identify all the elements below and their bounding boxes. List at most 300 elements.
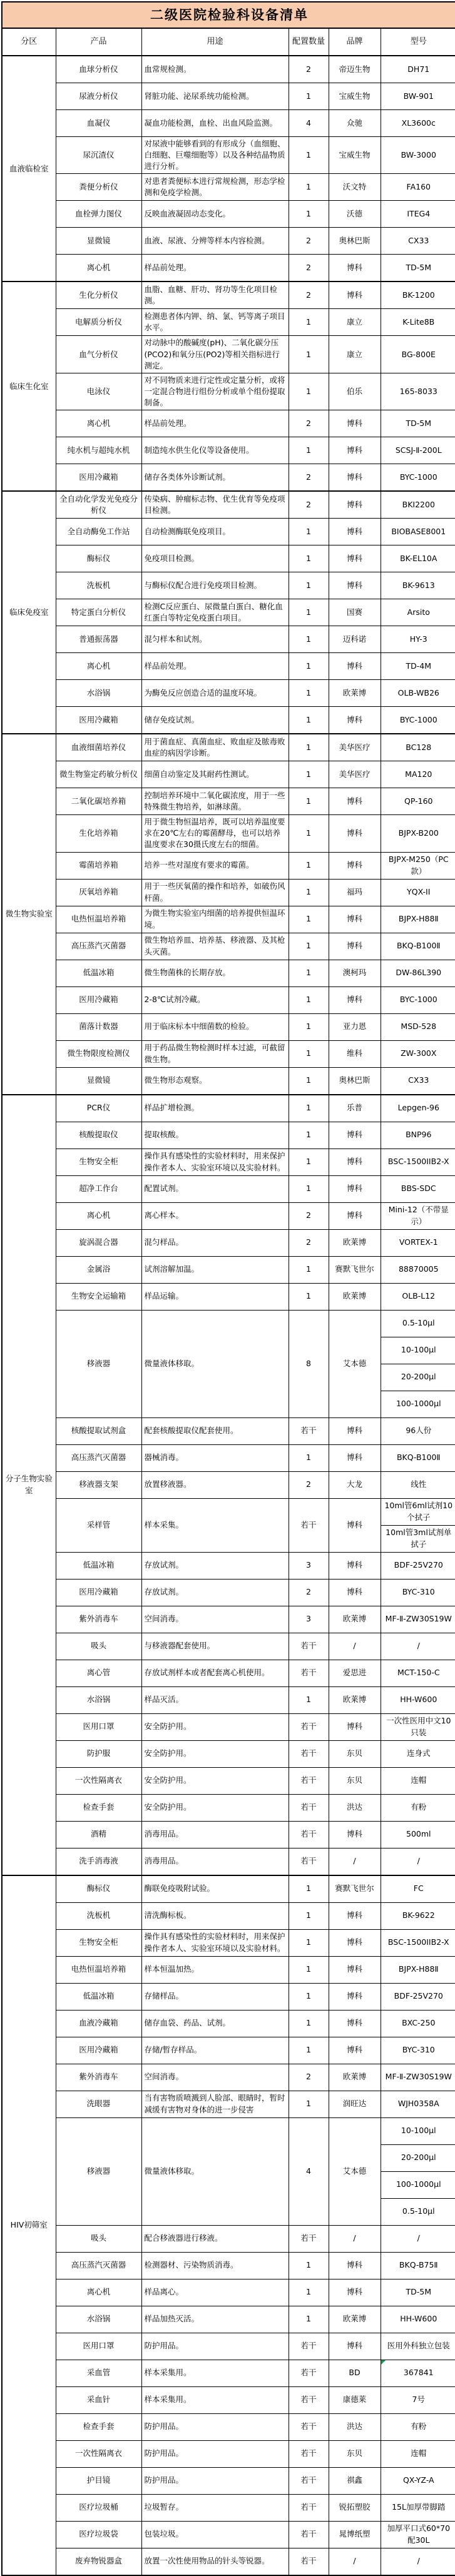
table-row	[2, 1821, 455, 1848]
purpose-cell: 与酶标仪配合进行免疫项目检测。	[141, 572, 289, 599]
brand-cell: 大龙	[329, 1471, 381, 1498]
table-row	[2, 761, 455, 788]
brand-cell: 博科	[329, 933, 381, 960]
table-row	[2, 2467, 455, 2494]
qty-cell: 1	[289, 2010, 329, 2037]
brand-cell: 美华医疗	[329, 734, 381, 761]
purpose-cell: 自动检测酶联免疫项目。	[141, 519, 289, 545]
brand-cell: 宝威生物	[329, 137, 381, 174]
brand-cell: 博科	[329, 1579, 381, 1606]
qty-cell: 1	[289, 1122, 329, 1149]
model-cell: BSC-1500IIB2-X	[381, 1149, 455, 1175]
model-cell: BDF-25V270	[381, 1552, 455, 1579]
table-row	[2, 1902, 455, 1929]
product-cell: 检查手套	[56, 1794, 141, 1821]
model-cell: Arsito	[381, 599, 455, 626]
product-cell: 高压蒸汽灭菌器	[56, 1444, 141, 1471]
table-row	[2, 255, 455, 282]
purpose-cell: 存储/暂存样品。	[141, 2037, 289, 2064]
table-row	[2, 653, 455, 680]
table-row	[2, 1983, 455, 2010]
model-cell: BYC-310	[381, 1579, 455, 1606]
purpose-cell: 为微生物实验室内细菌的培养提供恒温环境。	[141, 906, 289, 933]
purpose-cell: 垃圾暂存。	[141, 2494, 289, 2521]
table-row	[2, 2386, 455, 2413]
qty-cell: 1	[289, 1013, 329, 1040]
purpose-cell: 样本恒温加热。	[141, 1956, 289, 1983]
product-cell: 纯水机与超纯水机	[56, 437, 141, 464]
table-row	[2, 1579, 455, 1606]
table-row	[2, 626, 455, 653]
table-row	[2, 309, 455, 336]
product-cell: 洗手消毒液	[56, 1848, 141, 1875]
product-cell: 普通振荡器	[56, 626, 141, 653]
qty-cell: 若干	[289, 2360, 329, 2386]
model-cell: 88870005	[381, 1256, 455, 1283]
brand-cell: 博科	[329, 2279, 381, 2306]
purpose-cell: 样本采集。	[141, 1498, 289, 1552]
qty-cell: 1	[289, 1175, 329, 1202]
purpose-cell: 储存各类体外诊断试剂。	[141, 464, 289, 492]
brand-cell: 康立	[329, 336, 381, 373]
purpose-cell: 对尿液中能够看到的有形成分（血细胞、白细胞、巨噬细胞等）以及各种结晶物质进行分析。	[141, 137, 289, 174]
product-cell: 酶标仪	[56, 545, 141, 572]
model-cell: 有粉	[381, 1794, 455, 1821]
table-row	[2, 1310, 455, 1337]
model-cell: BJPX-H88Ⅱ	[381, 906, 455, 933]
purpose-cell: 放置一次性使用物品的针头等锐器。	[141, 2548, 289, 2575]
table-row	[2, 815, 455, 852]
table-row	[2, 83, 455, 110]
product-cell: 菌落计数器	[56, 1013, 141, 1040]
model-cell: BYC-1000	[381, 464, 455, 492]
brand-cell: 博科	[329, 986, 381, 1013]
purpose-cell: 操作具有感染性的实验材料时，用来保护操作者本人、实验室环境以及实验材料。	[141, 1929, 289, 1956]
zone-cell: 血液临检室	[2, 56, 56, 281]
model-cell: TD-5M	[381, 2279, 455, 2306]
qty-cell: 1	[289, 2279, 329, 2306]
purpose-cell: 储存血袋、药品、试剂。	[141, 2010, 289, 2037]
qty-cell: 若干	[289, 2333, 329, 2360]
table-row	[2, 933, 455, 960]
table-row	[2, 1660, 455, 1686]
qty-cell: 3	[289, 1552, 329, 1579]
table-row	[2, 464, 455, 492]
purpose-cell: 配合移液器进行移液。	[141, 2225, 289, 2252]
qty-cell: 1	[289, 933, 329, 960]
purpose-cell: 防护用品。	[141, 2413, 289, 2440]
purpose-cell: 样本采集用。	[141, 2386, 289, 2413]
product-cell: PCR仪	[56, 1095, 141, 1122]
product-cell: 全自动化学发光免疫分析仪	[56, 491, 141, 519]
column-header-1: 产品	[56, 28, 141, 56]
qty-cell: 1	[289, 174, 329, 201]
model-cell: 10-100μl	[381, 2117, 455, 2144]
purpose-cell: 微生物形态观察。	[141, 1067, 289, 1095]
product-cell: 离心机	[56, 1202, 141, 1229]
table-row	[2, 599, 455, 626]
product-cell: 金属浴	[56, 1256, 141, 1283]
model-cell: 线性	[381, 1471, 455, 1498]
brand-cell: 欧莱博	[329, 680, 381, 707]
table-row	[2, 2279, 455, 2306]
product-cell: 紫外消毒车	[56, 1606, 141, 1633]
product-cell: 防护服	[56, 1740, 141, 1767]
purpose-cell: 微量液体移取。	[141, 1310, 289, 1417]
brand-cell: 博科	[329, 1713, 381, 1740]
model-cell: BDF-25V270	[381, 1983, 455, 2010]
brand-cell: /	[329, 2548, 381, 2575]
brand-cell: 东贝	[329, 1767, 381, 1794]
model-cell: 100-1000μl	[381, 1391, 455, 1417]
model-cell: TD-5M	[381, 255, 455, 282]
brand-cell: 博科	[329, 1175, 381, 1202]
product-cell: 吸头	[56, 1633, 141, 1660]
table-row	[2, 1848, 455, 1875]
product-cell: 二氧化碳培养箱	[56, 788, 141, 815]
brand-cell: 博科	[329, 255, 381, 282]
table-row	[2, 437, 455, 464]
product-cell: 微生物限度检测仪	[56, 1040, 141, 1067]
qty-cell: 1	[289, 1956, 329, 1983]
qty-cell: 1	[289, 1929, 329, 1956]
brand-cell: 博科	[329, 815, 381, 852]
qty-cell: 2	[289, 464, 329, 492]
brand-cell: /	[329, 2225, 381, 2252]
model-cell: 500ml	[381, 1821, 455, 1848]
model-cell: 有粉	[381, 2413, 455, 2440]
product-cell: 尿沉渣仪	[56, 137, 141, 174]
brand-cell: BD	[329, 2360, 381, 2386]
brand-cell: 帝迈生物	[329, 56, 381, 83]
brand-cell: 博科	[329, 491, 381, 519]
brand-cell: 博科	[329, 906, 381, 933]
model-cell: 医用外科独立包装	[381, 2333, 455, 2360]
purpose-cell: 存放试剂。	[141, 1579, 289, 1606]
product-cell: 生物安全柜	[56, 1149, 141, 1175]
qty-cell: 1	[289, 137, 329, 174]
model-cell: 加厚平口式60*70配30L	[381, 2521, 455, 2548]
zone-cell: 微生物实验室	[2, 734, 56, 1094]
product-cell: 一次性隔离衣	[56, 2440, 141, 2467]
product-cell: 高压蒸汽灭菌器	[56, 933, 141, 960]
qty-cell: 1	[289, 653, 329, 680]
model-cell: ITEG4	[381, 201, 455, 228]
model-cell: MA120	[381, 761, 455, 788]
brand-cell: 博科	[329, 1821, 381, 1848]
product-cell: 水浴锅	[56, 2306, 141, 2333]
table-row	[2, 201, 455, 228]
product-cell: 医用冷藏箱	[56, 464, 141, 492]
table-row	[2, 2521, 455, 2548]
table-row	[2, 1040, 455, 1067]
purpose-cell: 制造纯水供生化仪等设备使用。	[141, 437, 289, 464]
purpose-cell: 血常规检测。	[141, 56, 289, 83]
table-row	[2, 1471, 455, 1498]
qty-cell: 若干	[289, 2386, 329, 2413]
model-cell: OLB-WB26	[381, 680, 455, 707]
model-cell: 165-8033	[381, 373, 455, 410]
purpose-cell: 消毒用品。	[141, 1848, 289, 1875]
brand-cell: 润旺达	[329, 2091, 381, 2117]
model-cell: /	[381, 1633, 455, 1660]
purpose-cell: 细菌自动鉴定及其耐药性测试。	[141, 761, 289, 788]
table-row	[2, 1067, 455, 1095]
product-cell: 显微镜	[56, 1067, 141, 1095]
header-row	[2, 28, 455, 56]
model-cell: YQX-II	[381, 879, 455, 906]
qty-cell: 1	[289, 373, 329, 410]
table-row	[2, 1122, 455, 1149]
table-row	[2, 707, 455, 734]
purpose-cell: 为酶免反应创造合适的温度环境。	[141, 680, 289, 707]
product-cell: 移液器	[56, 1310, 141, 1417]
qty-cell: 1	[289, 309, 329, 336]
brand-cell: 宝威生物	[329, 83, 381, 110]
table-row	[2, 2252, 455, 2279]
table-row	[2, 1552, 455, 1579]
qty-cell: 1	[289, 707, 329, 734]
purpose-cell: 对患者粪便标本进行常规检测，形态学检测和免疫学检测。	[141, 174, 289, 201]
purpose-cell: 与移液器配套使用。	[141, 1633, 289, 1660]
purpose-cell: 样品灭活。	[141, 1686, 289, 1713]
qty-cell: 1	[289, 2306, 329, 2333]
model-cell: BSC-1500IIB2-X	[381, 1929, 455, 1956]
zone-cell: HIV初筛室	[2, 1875, 56, 2575]
qty-cell: 2	[289, 1229, 329, 1256]
table-row	[2, 680, 455, 707]
purpose-cell: 储存免疫试剂。	[141, 707, 289, 734]
table-row	[2, 906, 455, 933]
product-cell: 离心管	[56, 1660, 141, 1686]
brand-cell: 康德莱	[329, 2386, 381, 2413]
equipment-list-document	[1, 1, 454, 2576]
product-cell: 酶标仪	[56, 1875, 141, 1903]
model-cell: HH-W600	[381, 1686, 455, 1713]
product-cell: 离心机	[56, 410, 141, 437]
product-cell: 低温冰箱	[56, 1552, 141, 1579]
model-cell: /	[381, 2548, 455, 2575]
model-cell: FA160	[381, 174, 455, 201]
table-row	[2, 1229, 455, 1256]
qty-cell: 2	[289, 1471, 329, 1498]
model-cell: MSD-528	[381, 1013, 455, 1040]
brand-cell: 博科	[329, 1983, 381, 2010]
equipment-table	[1, 1, 455, 2576]
product-cell: 废弃物锐器盒	[56, 2548, 141, 2575]
model-cell: /	[381, 1848, 455, 1875]
purpose-cell: 对动脉中的酸碱度(pH)、二氧化碳分压(PCO2)和氧分压(PO2)等相关指标进行测定。	[141, 336, 289, 373]
qty-cell: 1	[289, 201, 329, 228]
brand-cell: 国赛	[329, 599, 381, 626]
qty-cell: 1	[289, 1902, 329, 1929]
table-row	[2, 960, 455, 986]
table-row	[2, 519, 455, 545]
purpose-cell: 用于菌血症、真菌血症、败血症及脓毒败血症的病因学诊断。	[141, 734, 289, 761]
purpose-cell: 肾脏功能、泌尿系统功能检测。	[141, 83, 289, 110]
table-row	[2, 1013, 455, 1040]
table-row	[2, 110, 455, 137]
table-row	[2, 1095, 455, 1122]
model-cell: QX-YZ-A	[381, 2467, 455, 2494]
brand-cell: 博科	[329, 1902, 381, 1929]
column-header-4: 品牌	[329, 28, 381, 56]
model-cell: 连身式	[381, 1740, 455, 1767]
brand-cell: 博科	[329, 1417, 381, 1444]
purpose-cell: 提取核酸。	[141, 1122, 289, 1149]
brand-cell: 康立	[329, 309, 381, 336]
product-cell: 移液器支架	[56, 1471, 141, 1498]
product-cell: 采血针	[56, 2386, 141, 2413]
qty-cell: 1	[289, 1983, 329, 2010]
qty-cell: 若干	[289, 1767, 329, 1794]
model-cell: BBS-SDC	[381, 1175, 455, 1202]
table-row	[2, 1633, 455, 1660]
brand-cell: 锐拓塑胶	[329, 2494, 381, 2521]
table-row	[2, 2413, 455, 2440]
purpose-cell: 样品前处理。	[141, 653, 289, 680]
table-row	[2, 1606, 455, 1633]
purpose-cell: 检测器材、污染物质消毒。	[141, 2252, 289, 2279]
model-cell: 连帽	[381, 1767, 455, 1794]
model-cell: BJPX-B200	[381, 815, 455, 852]
purpose-cell: 离心样本。	[141, 1202, 289, 1229]
table-row	[2, 1417, 455, 1444]
purpose-cell: 样品运输。	[141, 1283, 289, 1310]
product-cell: 血栓弹力图仪	[56, 201, 141, 228]
qty-cell: 1	[289, 1040, 329, 1067]
table-row	[2, 986, 455, 1013]
model-cell: MCT-150-C	[381, 1660, 455, 1686]
brand-cell: 乐普	[329, 1095, 381, 1122]
purpose-cell: 样本采集用。	[141, 2360, 289, 2386]
brand-cell: 艾本德	[329, 1310, 381, 1417]
qty-cell: 1	[289, 906, 329, 933]
brand-cell: 澳柯玛	[329, 960, 381, 986]
purpose-cell: 消毒用品。	[141, 1821, 289, 1848]
purpose-cell: 清洗酶标板。	[141, 1902, 289, 1929]
product-cell: 尿液分析仪	[56, 83, 141, 110]
brand-cell: 博科	[329, 1956, 381, 1983]
qty-cell: 1	[289, 1095, 329, 1122]
purpose-cell: 对不同物质来进行定性或定量分析，或将一定混合物进行组份分析或单个组份提取制备。	[141, 373, 289, 410]
model-cell: TD-5M	[381, 410, 455, 437]
product-cell: 电解质分析仪	[56, 309, 141, 336]
qty-cell: 2	[289, 255, 329, 282]
model-cell: 10-100μl	[381, 1337, 455, 1364]
table-row	[2, 1202, 455, 1229]
purpose-cell: 配置试剂。	[141, 1175, 289, 1202]
purpose-cell: 空间消毒。	[141, 1606, 289, 1633]
qty-cell: 1	[289, 1686, 329, 1713]
purpose-cell: 传染病、肿瘤标志物、优生优育等免疫项目检测。	[141, 491, 289, 519]
qty-cell: 若干	[289, 1740, 329, 1767]
table-row	[2, 1767, 455, 1794]
table-row	[2, 879, 455, 906]
brand-cell: 奥林巴斯	[329, 1067, 381, 1095]
qty-cell: 若干	[289, 1417, 329, 1444]
table-row	[2, 1498, 455, 1525]
purpose-cell: 防护用品。	[141, 2440, 289, 2467]
product-cell: 酒精	[56, 1821, 141, 1848]
qty-cell: 1	[289, 734, 329, 761]
model-cell: QP-160	[381, 788, 455, 815]
qty-cell: 1	[289, 519, 329, 545]
table-row	[2, 1283, 455, 1310]
table-row	[2, 2010, 455, 2037]
table-row	[2, 572, 455, 599]
qty-cell: 若干	[289, 1633, 329, 1660]
table-row	[2, 281, 455, 309]
table-row	[2, 2360, 455, 2386]
qty-cell: 1	[289, 852, 329, 879]
qty-cell: 若干	[289, 1848, 329, 1875]
qty-cell: 1	[289, 1256, 329, 1283]
purpose-cell: 酶联免疫吸附试验。	[141, 1875, 289, 1903]
brand-cell: 博科	[329, 410, 381, 437]
brand-cell: /	[329, 1633, 381, 1660]
qty-cell: 1	[289, 336, 329, 373]
product-cell: 洗眼器	[56, 2091, 141, 2117]
product-cell: 特定蛋白分析仪	[56, 599, 141, 626]
qty-cell: 1	[289, 83, 329, 110]
brand-cell: 晁博纸塑	[329, 2521, 381, 2548]
brand-cell: 亚力恩	[329, 1013, 381, 1040]
zone-cell: 临床生化室	[2, 281, 56, 491]
product-cell: 一次性隔离衣	[56, 1767, 141, 1794]
model-cell: BW-901	[381, 83, 455, 110]
table-row	[2, 2306, 455, 2333]
purpose-cell: 包装垃圾。	[141, 2521, 289, 2548]
qty-cell: 1	[289, 2037, 329, 2064]
purpose-cell: 混匀样品。	[141, 1229, 289, 1256]
title-row	[2, 2, 455, 28]
model-cell: SCSJ-Ⅱ-200L	[381, 437, 455, 464]
product-cell: 低温冰箱	[56, 960, 141, 986]
brand-cell: /	[329, 1848, 381, 1875]
model-cell: 连帽	[381, 2440, 455, 2467]
purpose-cell: 培养一些对湿度有要求的霉菌。	[141, 852, 289, 879]
model-cell: WJH0358A	[381, 2091, 455, 2117]
product-cell: 医疗垃圾袋	[56, 2521, 141, 2548]
table-row	[2, 410, 455, 437]
model-cell: 一次性医用中文10只装	[381, 1713, 455, 1740]
product-cell: 紫外消毒车	[56, 2064, 141, 2091]
product-cell: 护目镜	[56, 2467, 141, 2494]
product-cell: 霉菌培养箱	[56, 852, 141, 879]
brand-cell: 博科	[329, 2333, 381, 2360]
purpose-cell: 检测C反应蛋白、尿微量白蛋白、糖化血红蛋白等特定免疫蛋白项目。	[141, 599, 289, 626]
purpose-cell: 样品离心。	[141, 2279, 289, 2306]
table-row	[2, 1956, 455, 1983]
qty-cell: 2	[289, 281, 329, 309]
brand-cell: 众驰	[329, 110, 381, 137]
qty-cell: 2	[289, 228, 329, 255]
qty-cell: 若干	[289, 2440, 329, 2467]
qty-cell: 1	[289, 1875, 329, 1903]
product-cell: 洗板机	[56, 572, 141, 599]
table-row	[2, 1686, 455, 1713]
qty-cell: 1	[289, 960, 329, 986]
qty-cell: 1	[289, 2091, 329, 2117]
table-row	[2, 336, 455, 373]
model-cell: BK-9622	[381, 1902, 455, 1929]
qty-cell: 1	[289, 1283, 329, 1310]
table-row	[2, 2333, 455, 2360]
purpose-cell: 配套核酸提取仪配套使用。	[141, 1417, 289, 1444]
brand-cell: 美华医疗	[329, 761, 381, 788]
product-cell: 水浴锅	[56, 680, 141, 707]
